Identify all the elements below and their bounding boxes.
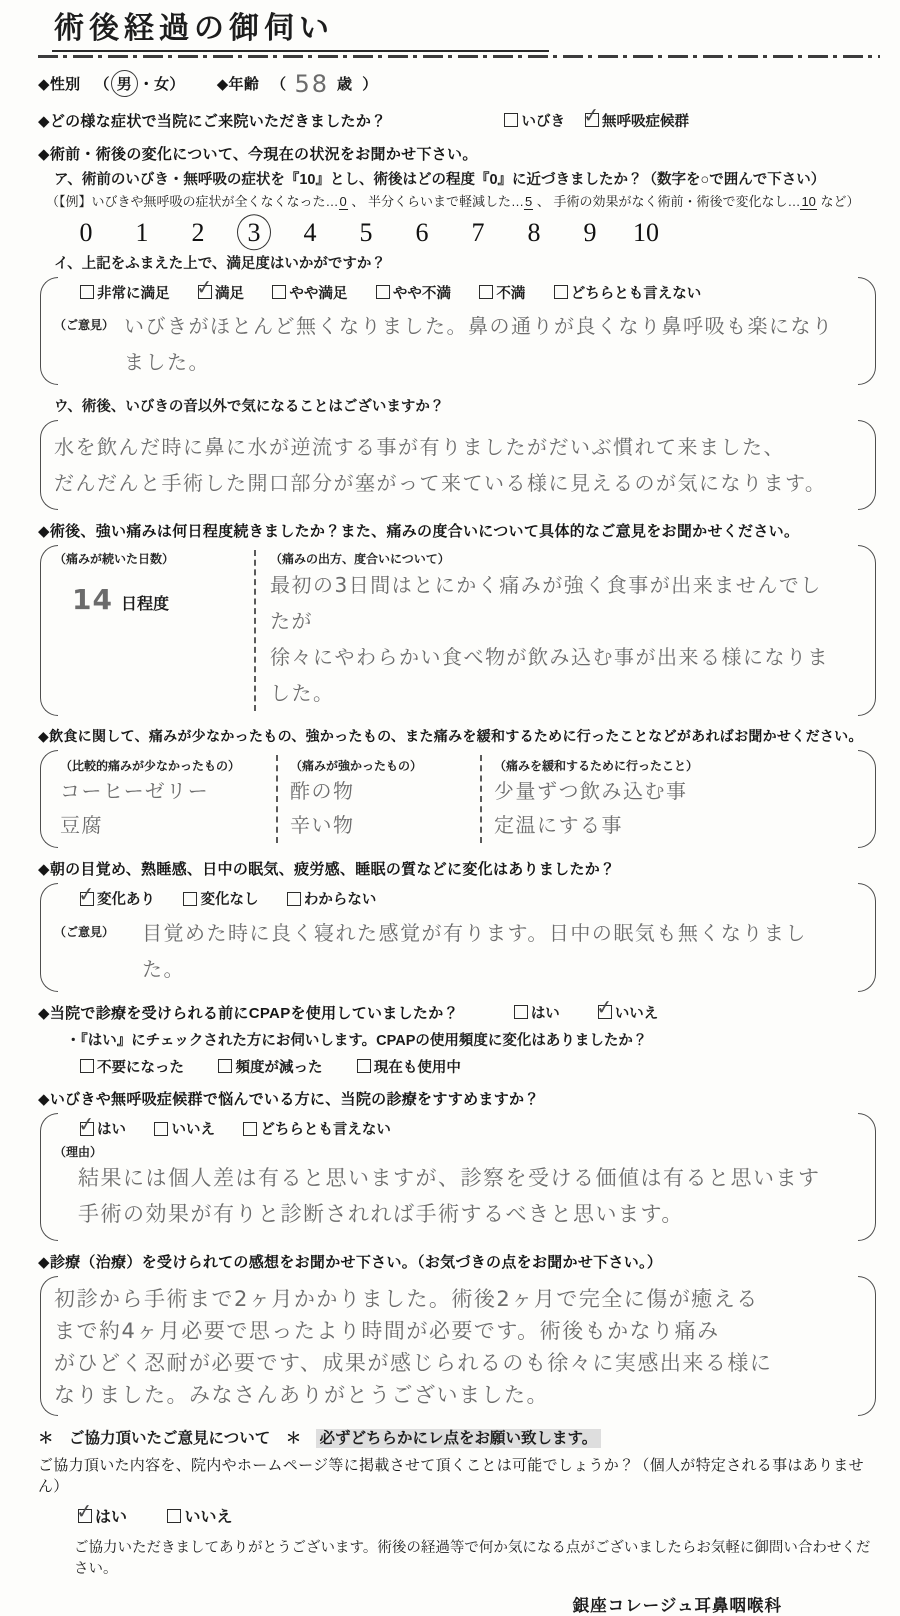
option-recommend-iie[interactable] <box>154 1118 215 1139</box>
diet-column-more-pain <box>276 755 480 843</box>
scale-number-4[interactable]: 4 <box>303 217 317 247</box>
change-a-question: ア、術前のいびき・無呼吸の症状を『10』とし、術後はどの程度『0』に近づきましたか？（数字を○で囲んで下さい） <box>54 171 826 188</box>
handwritten-line: 定温にする事 <box>494 813 623 837</box>
checkbox-icon[interactable] <box>80 892 94 906</box>
change-heading: ◆術前・術後の変化について、今現在の状況をお聞かせ下さい。 <box>38 145 478 163</box>
option-label: いいえ <box>614 1005 659 1022</box>
checkbox-icon[interactable] <box>80 1059 94 1073</box>
option-label: 現在も使用中 <box>373 1059 461 1076</box>
option-label: 満足 <box>214 285 244 302</box>
page-title: 術後経過の御伺い <box>52 12 549 52</box>
example-value-5: 5 <box>524 193 533 209</box>
checkbox-icon[interactable] <box>554 285 568 299</box>
option-cpap-iie[interactable] <box>598 1002 659 1023</box>
handwritten-line: 少量ずつ飲み込む事 <box>494 779 688 803</box>
option-fuyo[interactable] <box>80 1056 184 1077</box>
pain-days-value: 14 <box>72 583 113 616</box>
example-value-10: 10 <box>801 193 816 209</box>
checkbox-icon[interactable] <box>598 1005 612 1019</box>
option-label: 不要になった <box>97 1059 184 1076</box>
option-wakaranai[interactable] <box>287 888 377 909</box>
handwritten-line: なりました。みなさんありがとうございました。 <box>54 1383 549 1407</box>
option-label: どちらとも言えない <box>570 285 702 302</box>
handwritten-comment: 目覚めた時に良く寝れた感覚が有ります。日中の眠気も無くなりました。 <box>142 920 807 981</box>
option-manzoku[interactable] <box>198 282 244 303</box>
checkbox-icon[interactable] <box>183 892 197 906</box>
option-hijoni-manzoku[interactable] <box>80 282 170 303</box>
example-text: 、 手術の効果がなく術前・術後で変化なし… <box>533 193 801 209</box>
option-yaya-fuman[interactable] <box>376 282 451 303</box>
scale-number-3-circled[interactable]: 3 <box>226 218 282 248</box>
age-label: ◆年齢 <box>216 76 260 93</box>
scale-number-0[interactable]: 0 <box>79 217 93 247</box>
severity-scale <box>58 218 880 248</box>
impression-box <box>38 1276 878 1416</box>
handwritten-line: 酢の物 <box>290 779 355 803</box>
pain-days-column <box>54 550 254 711</box>
option-publish-iie[interactable] <box>167 1504 232 1527</box>
option-label: はい <box>95 1509 128 1526</box>
handwritten-line: 手術の効果が有りと診断されれば手術するべきと思います。 <box>78 1201 684 1226</box>
age-unit: 歳 <box>336 76 353 93</box>
checkbox-icon[interactable] <box>154 1122 168 1136</box>
option-genzai-shiyochu[interactable] <box>357 1056 461 1077</box>
comment-label: （ご意見） <box>54 924 115 939</box>
diet-column-label: （比較的痛みが少なかったもの） <box>60 759 241 773</box>
diet-column-label: （痛みを緩和するために行ったこと） <box>494 759 699 773</box>
symptom-row <box>38 110 880 131</box>
checkbox-icon[interactable] <box>167 1509 181 1523</box>
handwritten-line: まで約4ヶ月必要で思ったより時間が必要です。術後もかなり痛み <box>54 1319 720 1343</box>
option-label: 頻度が減った <box>235 1059 323 1076</box>
profile-row <box>38 70 880 98</box>
diet-column-label: （痛みが強かったもの） <box>290 759 423 773</box>
thanks-text: ご協力いただきましてありがとうございます。術後の経過等で何か気になる点がございましたらお気軽に御問い合わせください。 <box>74 1539 871 1577</box>
sleep-options <box>80 888 836 911</box>
option-hindo-hetta[interactable] <box>218 1056 322 1077</box>
option-fuman[interactable] <box>479 282 525 303</box>
satisfaction-comment <box>54 308 836 380</box>
handwritten-line: だんだんと手術した開口部分が塞がって来ている様に見えるのが気になります。 <box>54 471 827 495</box>
option-label: 不満 <box>496 285 526 302</box>
option-cpap-hai[interactable] <box>514 1002 560 1023</box>
checkbox-icon[interactable] <box>479 285 493 299</box>
recommend-question: ◆いびきや無呼吸症候群で悩んでいる方に、当院の診療をすすめますか？ <box>38 1091 540 1108</box>
scale-number-1[interactable]: 1 <box>135 217 149 247</box>
option-publish-hai[interactable] <box>78 1504 127 1527</box>
publish-question: ご協力頂いた内容を、院内やホームページ等に掲載させて頂くことは可能でしょうか？（個人が特定される事はありません） <box>38 1457 864 1495</box>
sleep-heading: ◆朝の目覚め、熟睡感、日中の眠気、疲労感、睡眠の質などに変化はありましたか？ <box>38 861 616 878</box>
handwritten-line: 徐々にやわらかい食べ物が飲み込む事が出来る様になりました。 <box>270 645 829 705</box>
option-label: わからない <box>303 892 377 908</box>
pain-box <box>38 545 878 716</box>
option-label: いびき <box>521 113 565 130</box>
clinic-name: 銀座コレージュ耳鼻咽喉科 <box>572 1596 782 1615</box>
cpap-row <box>38 1002 880 1023</box>
option-label: 変化あり <box>97 892 155 908</box>
diet-column-less-pain <box>54 755 276 843</box>
checkbox-icon[interactable] <box>78 1509 92 1523</box>
example-value-0: 0 <box>339 193 347 209</box>
pain-days-unit: 日程度 <box>120 596 169 613</box>
scale-number-2[interactable]: 2 <box>191 217 205 247</box>
pain-detail-label: （痛みの出方、度合いについて） <box>270 552 450 566</box>
symptom-question: ◆どの様な症状で当院にご来院いただきましたか？ <box>38 112 387 130</box>
checkbox-icon[interactable] <box>80 1122 94 1136</box>
publish-options <box>78 1504 880 1528</box>
age-value: 58 <box>294 69 329 98</box>
sleep-box <box>38 883 878 992</box>
option-label: はい <box>97 1122 126 1138</box>
option-ibiki[interactable] <box>504 110 565 131</box>
gender-option-male-circled[interactable]: 男 <box>111 70 138 97</box>
option-label: はい <box>530 1005 560 1022</box>
handwritten-line: 最初の3日間はとにかく痛みが強く食事が出来ませんでしたが <box>270 573 822 633</box>
pain-detail-column <box>254 550 836 711</box>
paren: ） <box>362 76 378 93</box>
option-label: やや不満 <box>392 285 451 302</box>
checkbox-icon[interactable] <box>198 285 212 299</box>
recommend-options <box>80 1118 836 1141</box>
pain-heading: ◆術後、強い痛みは何日程度続きましたか？また、痛みの度合いについて具体的なご意見をお聞かせください。 <box>38 523 800 540</box>
handwritten-line: 水を飲んだ時に鼻に水が逆流する事が有りましたがだいぶ慣れて来ました、 <box>54 435 785 459</box>
recommend-box <box>38 1113 878 1241</box>
checkbox-icon[interactable] <box>272 285 286 299</box>
checkbox-icon[interactable] <box>376 285 390 299</box>
change-b-question: イ、上記をふまえた上で、満足度はいかがですか？ <box>54 255 386 272</box>
option-dochiratomo[interactable] <box>554 282 702 303</box>
checkbox-icon[interactable] <box>218 1059 232 1073</box>
checkbox-icon[interactable] <box>514 1005 528 1019</box>
option-label: 無呼吸症候群 <box>601 113 689 130</box>
consent-note-prefix: ＊ ご協力頂いたご意見について ＊ <box>38 1430 302 1447</box>
scale-number-7[interactable]: 7 <box>471 217 485 247</box>
change-example <box>46 191 880 210</box>
example-text: 、 半分くらいまで軽減した… <box>347 193 524 209</box>
checkbox-icon[interactable] <box>287 892 301 906</box>
satisfaction-box <box>38 277 878 386</box>
checkbox-icon[interactable] <box>504 113 518 127</box>
diet-heading: ◆飲食に関して、痛みが少なかったもの、強かったもの、また痛みを緩和するために行ったことなどがあればお聞かせください。 <box>38 728 863 744</box>
example-text: など） <box>816 193 860 209</box>
checkbox-icon[interactable] <box>357 1059 371 1073</box>
option-mukokyu[interactable] <box>585 110 689 131</box>
handwritten-line: 豆腐 <box>60 813 103 837</box>
paren: （ <box>94 76 110 93</box>
cpap-sub-question: ・『はい』にチェックされた方にお伺いします。CPAPの使用頻度に変化はありましたか？ <box>66 1032 648 1049</box>
consent-note <box>38 1426 880 1448</box>
handwritten-line: 辛い物 <box>290 813 355 837</box>
diet-box <box>38 750 878 848</box>
option-recommend-dochira[interactable] <box>243 1118 391 1139</box>
paren: （ <box>271 76 287 93</box>
example-text: （【例】いびきや無呼吸の症状が全くなくなった… <box>46 193 339 209</box>
option-henka-nashi[interactable] <box>183 888 258 909</box>
handwritten-line: がひどく忍耐が必要です、成果が感じられるのも徐々に実感出来る様に <box>54 1351 773 1375</box>
other-concerns-box <box>38 420 878 510</box>
handwritten-line: 初診から手術まで2ヶ月かかりました。術後2ヶ月で完全に傷が癒える <box>54 1287 759 1311</box>
option-label: 変化なし <box>200 892 259 908</box>
impression-heading: ◆診療（治療）を受けられての感想をお聞かせ下さい。（お気づきの点をお聞かせ下さい。） <box>38 1254 663 1271</box>
scale-number-5[interactable]: 5 <box>359 217 373 247</box>
option-label: 非常に満足 <box>97 285 170 302</box>
scale-number-9[interactable]: 9 <box>583 217 597 247</box>
consent-note-emphasis: 必ずどちらかにレ点をお願い致します。 <box>316 1429 602 1448</box>
divider-dashdot <box>38 55 880 58</box>
option-label: いいえ <box>171 1122 215 1138</box>
option-yaya-manzoku[interactable] <box>272 282 347 303</box>
checkbox-icon[interactable] <box>80 285 94 299</box>
scale-number-8[interactable]: 8 <box>527 217 541 247</box>
option-henka-ari[interactable] <box>80 888 155 909</box>
cpap-question: ◆当院で診療を受けられる前にCPAPを使用していましたか？ <box>38 1004 459 1022</box>
cpap-sub-options <box>80 1056 880 1079</box>
comment-label: （ご意見） <box>54 318 115 332</box>
change-c-question: ウ、術後、いびきの音以外で気になることはございますか？ <box>54 399 445 415</box>
option-label: やや満足 <box>289 285 348 302</box>
scale-number-6[interactable]: 6 <box>415 217 429 247</box>
gender-option-female[interactable]: 女 <box>154 76 170 93</box>
checkbox-icon[interactable] <box>585 113 599 127</box>
gender-label: ◆性別 <box>38 76 81 93</box>
option-label: どちらとも言えない <box>260 1122 391 1138</box>
option-label: いいえ <box>184 1509 233 1526</box>
reason-label: （理由） <box>54 1144 103 1159</box>
handwritten-line: コーヒーゼリー <box>60 779 210 803</box>
sleep-comment <box>54 915 836 987</box>
satisfaction-options <box>80 282 836 305</box>
handwritten-line: 結果には個人差は有ると思いますが、診察を受ける価値は有ると思います <box>78 1165 821 1190</box>
pain-days-label: （痛みが続いた日数） <box>54 552 175 566</box>
diet-column-relief <box>480 755 836 843</box>
checkbox-icon[interactable] <box>243 1122 257 1136</box>
option-recommend-hai[interactable] <box>80 1118 126 1139</box>
gender-separator: ・ <box>138 76 155 93</box>
handwritten-comment: いびきがほとんど無くなりました。鼻の通りが良くなり鼻呼吸も楽になりました。 <box>124 314 834 374</box>
paren: ） <box>169 76 185 93</box>
scale-number-10[interactable]: 10 <box>633 217 659 247</box>
